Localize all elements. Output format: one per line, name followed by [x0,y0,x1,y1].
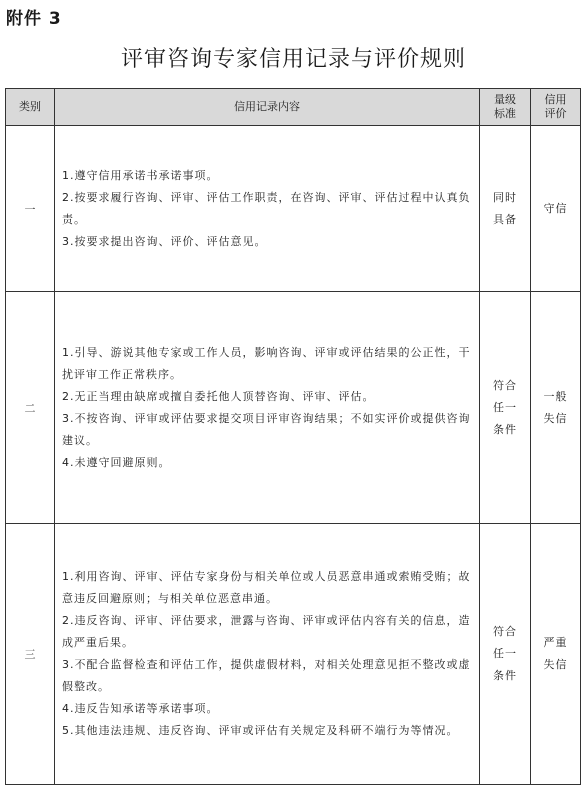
row-content [55,292,480,524]
row-evaluation [531,292,581,524]
row-category: 三 [6,524,55,785]
row-standard [480,292,531,524]
evaluation-text: 失信 [543,411,568,425]
header-evaluation-line2: 评价 [544,107,567,120]
header-standard-line2: 标准 [494,107,516,120]
credit-rules-table [5,88,581,785]
header-standard [480,89,531,126]
list-item: 1.利用咨询、评审、评估专家身份与相关单位或人员恶意串通或索贿受贿；故意违反回避原则；与相关单位恶意串通。 [62,570,471,605]
list-item: 5.其他违法违规、违反咨询、评审或评估有关规定及科研不端行为等情况。 [62,724,459,737]
row-category: 一 [6,126,55,292]
table-row [6,292,581,524]
standard-text: 符合 [493,625,517,638]
standard-text: 任一 [493,647,517,660]
list-item: 1.引导、游说其他专家或工作人员，影响咨询、评审或评估结果的公正性，干扰评审工作正常秩序。 [62,345,471,381]
header-category: 类别 [6,89,55,126]
evaluation-text: 严重 [543,636,568,649]
header-evaluation-line1: 信用 [544,93,567,106]
header-content: 信用记录内容 [55,89,480,126]
document-title: 评审咨询专家信用记录与评价规则 [120,47,466,72]
table-row [6,126,581,292]
standard-text: 条件 [493,422,517,436]
list-item: 2.按要求履行咨询、评审、评估工作职责，在咨询、评审、评估过程中认真负责。 [62,190,471,226]
header-standard-line1: 量级 [494,93,516,106]
evaluation-text: 失信 [543,658,568,671]
list-item: 4.违反告知承诺等承诺事项。 [62,702,219,715]
header-evaluation [531,89,581,126]
evaluation-text: 守信 [543,201,568,215]
row-content [55,126,480,292]
evaluation-text: 一般 [543,389,568,403]
standard-text: 同时 [493,190,517,204]
row-evaluation [531,524,581,785]
list-item: 3.不配合监督检查和评估工作，提供虚假材料，对相关处理意见拒不整改或虚假整改。 [62,658,471,693]
list-item: 3.不按咨询、评审或评估要求提交项目评审咨询结果；不如实评价或提供咨询建议。 [62,411,471,447]
row-content [55,524,480,785]
standard-text: 条件 [493,669,517,682]
row-standard [480,126,531,292]
list-item: 1.遵守信用承诺书承诺事项。 [62,168,219,182]
table-row [6,524,581,785]
standard-text: 具备 [493,212,517,226]
standard-text: 符合 [493,378,517,392]
list-item: 3.按要求提出咨询、评价、评估意见。 [62,234,267,248]
row-category: 二 [6,292,55,524]
row-standard [480,524,531,785]
list-item: 2.无正当理由缺席或擅自委托他人顶替咨询、评审、评估。 [62,389,375,403]
standard-text: 任一 [493,400,517,414]
list-item: 4.未遵守回避原则。 [62,455,171,469]
row-evaluation [531,126,581,292]
annex-label: 附件 3 [6,9,62,29]
list-item: 2.违反咨询、评审、评估要求，泄露与咨询、评审或评估内容有关的信息，造成严重后果。 [62,614,471,649]
table-header-row [6,89,581,126]
